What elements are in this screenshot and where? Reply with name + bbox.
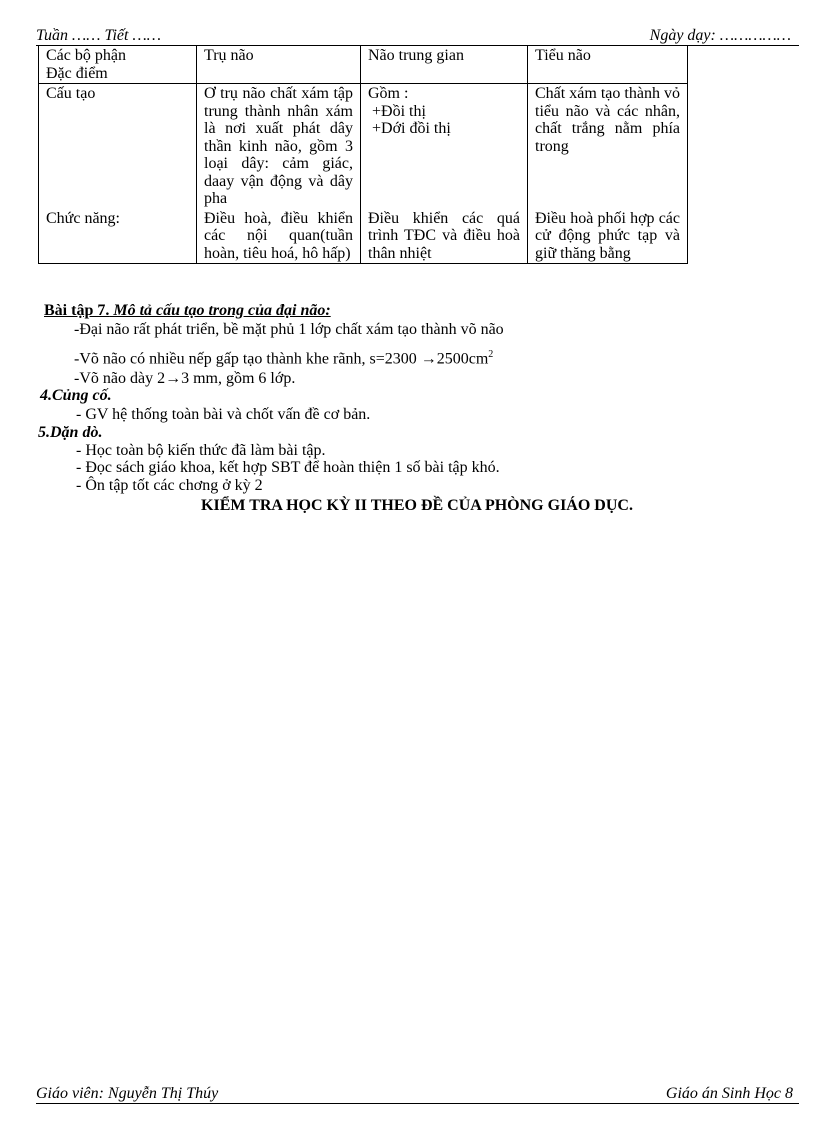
- exercise-line: -Đại não rất phát triển, bề mặt phủ 1 lớp chất xám tạo thành võ não: [74, 321, 504, 338]
- exercise-title: Mô tả cấu tạo trong của đại não:: [109, 302, 331, 319]
- list-item: +Đồi thị: [372, 102, 426, 120]
- exercise-text: -Võ não có nhiều nếp gấp tạo thành khe rãnh, s=2300: [74, 350, 421, 368]
- table-cell: Điều hoà phối hợp các cử động phức tạp và giữ thăng bằng: [528, 209, 688, 264]
- footer-subject: Giáo án Sinh Học 8: [665, 1085, 793, 1102]
- arrow-icon: →: [420, 350, 437, 368]
- header-parts-label: Các bộ phận: [46, 47, 126, 64]
- exercise-label: Bài tập 7.: [44, 302, 110, 319]
- table-header-cell: Não trung gian: [361, 46, 528, 84]
- list-item: - Học toàn bộ kiến thức đã làm bài tập.: [76, 442, 326, 459]
- exercise-text: 2500cm: [436, 350, 489, 368]
- row-label: Cấu tạo: [39, 84, 197, 209]
- exercise-text: 3 mm, gồm 6 lớp.: [181, 370, 296, 387]
- page-header: [36, 26, 799, 46]
- table-header-row: [39, 46, 688, 84]
- exercise-text: -Võ não dày 2: [74, 370, 166, 387]
- table-row: [39, 209, 688, 264]
- exponent: 2: [488, 349, 494, 360]
- exercise-line: [74, 346, 493, 368]
- table-header-cell: Tiểu não: [528, 46, 688, 84]
- table-cell: Điều hoà, điều khiển các nội quan(tuần hoàn, tiêu hoá, hô hấp): [197, 209, 361, 264]
- header-week-lesson: Tuần …… Tiết ……: [36, 27, 161, 44]
- section-4-title: 4.Củng cố.: [40, 387, 112, 404]
- header-teaching-date: Ngày dạy: ……………: [649, 27, 791, 44]
- brain-parts-table: [38, 45, 688, 264]
- list-item: - GV hệ thống toàn bài và chốt vấn đề cơ bản.: [76, 406, 371, 423]
- table-cell: Điều khiển các quá trình TĐC và điều hoà thân nhiệt: [361, 209, 528, 264]
- cell-title: Gồm :: [368, 85, 409, 102]
- exam-title: KIỂM TRA HỌC KỲ II THEO ĐỀ CỦA PHÒNG GIÁO DỤC.: [201, 497, 633, 514]
- table-header-cell: [39, 46, 197, 84]
- exercise-line: [74, 370, 295, 388]
- table-cell: Chất xám tạo thành vỏ tiểu não và các nhân, chất trắng nằm phía trong: [528, 84, 688, 209]
- footer-teacher: Giáo viên: Nguyễn Thị Thúy: [36, 1085, 219, 1102]
- list-item: - Đọc sách giáo khoa, kết hợp SBT để hoàn thiện 1 số bài tập khó.: [76, 459, 500, 476]
- list-item: - Ôn tập tốt các chơng ở kỳ 2: [76, 477, 263, 494]
- exercise-heading: [44, 302, 331, 320]
- table-cell: [361, 84, 528, 209]
- row-label: Chức năng:: [39, 209, 197, 264]
- header-features-label: Đặc điểm: [46, 64, 108, 82]
- table-cell: Ơ trụ não chất xám tập trung thành nhân xám là nơi xuất phát dây thần kinh não, gồm 3 loại dây: cảm giác, daay vận động và dây pha: [197, 84, 361, 209]
- table-header-cell: Trụ não: [197, 46, 361, 84]
- page-footer: [36, 1084, 799, 1104]
- arrow-icon: →: [165, 370, 182, 387]
- table-row: [39, 84, 688, 209]
- section-5-title: 5.Dặn dò.: [38, 424, 103, 441]
- list-item: +Dới đồi thị: [372, 120, 451, 137]
